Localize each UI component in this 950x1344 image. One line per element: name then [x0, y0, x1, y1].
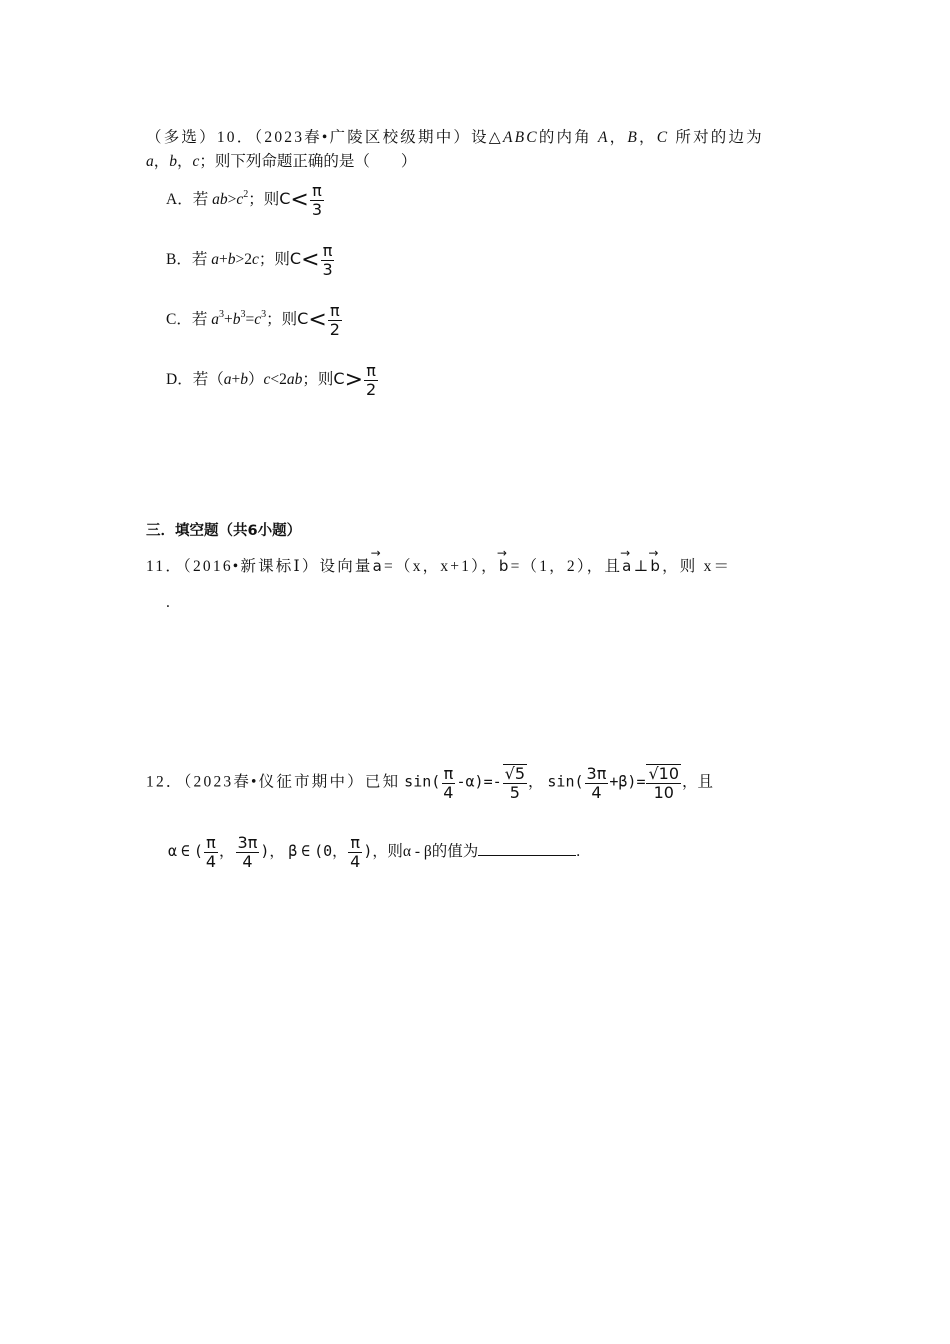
option-condition: a [211, 311, 219, 329]
option-condition: a [223, 371, 232, 389]
frac-num: 3π [586, 763, 607, 783]
comma: ， [528, 773, 544, 791]
option-then: ；则 [266, 311, 298, 329]
option-label: C． [166, 311, 192, 329]
fraction [321, 242, 335, 279]
frac-den: 5 [509, 783, 520, 802]
frac-num: π [350, 833, 361, 852]
side-b: b [169, 153, 178, 170]
frac-den: 2 [366, 380, 377, 399]
frac-den: 4 [242, 852, 253, 871]
q10-stem: 的内角 [538, 129, 592, 146]
q11-number: 11． [146, 558, 184, 575]
q11-eq1: =（x，x+1）， [384, 558, 499, 575]
var-B: B [627, 129, 640, 146]
alpha: α [168, 842, 178, 861]
q11-text: 设向量 [319, 558, 373, 575]
side-a: a [146, 153, 154, 170]
section-heading: 三．填空题（共6小题） [146, 523, 302, 539]
paren: )， [260, 842, 285, 861]
option-then: ；则 [302, 371, 334, 389]
eq-neg: =- [483, 772, 502, 791]
option-prefix: 若 [191, 311, 208, 329]
frac-den: 4 [205, 852, 217, 871]
frac-num: π [312, 181, 322, 200]
option-prefix: 若 [192, 191, 209, 209]
option-rel: < [290, 187, 309, 213]
q12-answer-blank[interactable] [478, 841, 576, 856]
frac-den: 4 [350, 852, 361, 871]
frac-den: 4 [591, 782, 602, 802]
frac-num: π [206, 833, 216, 852]
option-c[interactable]: C．若 $a^3+b^3=c^3$；则C< $\frac{\pi}{2}$ [166, 301, 340, 339]
frac-den: 3 [311, 200, 323, 219]
vector-a: → a [622, 550, 633, 576]
fraction [236, 834, 260, 871]
var-C: C [656, 129, 670, 146]
and-text: ，且 [682, 773, 714, 791]
sin-fn: sin [404, 772, 432, 791]
q10-line1: （多选）10．（2023春•广陵区校级期中）设△ABC的内角 A，B，C 所对的边为 [146, 129, 764, 146]
fraction [646, 764, 681, 802]
option-rel: < [308, 307, 327, 333]
q12-ask: 则α - β的值为 [387, 843, 479, 861]
side-c: c [192, 153, 200, 170]
option-var: C [279, 189, 291, 209]
option-then: ；则 [248, 191, 280, 209]
q11-eq2: =（1，2），且 [510, 558, 623, 575]
option-label: D． [166, 371, 193, 389]
option-a[interactable]: A．若 $ab>c^2$；则C< $\frac{\pi}{3}$ [166, 181, 323, 219]
q10-source: （2023春•广陵区校级期中） [254, 129, 472, 146]
beta: β [288, 842, 298, 861]
in-symbol: ∈ [180, 842, 190, 861]
frac-num: π [322, 241, 333, 260]
q10-stem: 设△ [471, 129, 503, 146]
minus-alpha: -α [456, 772, 475, 791]
q10-stem: 所对的边为 [675, 129, 764, 146]
frac-num: π [443, 763, 454, 783]
fraction [328, 302, 342, 339]
sin-fn: sin [547, 772, 575, 791]
q10-line2: a，b，c；则下列命题正确的是（ ） [146, 153, 417, 170]
q11-answer-blank[interactable] [166, 593, 170, 613]
fraction [348, 834, 362, 871]
eq: = [636, 772, 646, 791]
option-prefix: 若 [191, 251, 208, 269]
q12-known: 已知 [364, 773, 401, 791]
q10-prompt: ；则下列命题正确的是（ ） [199, 153, 417, 170]
frac-num: π [330, 301, 340, 320]
option-label: A． [166, 191, 193, 209]
frac-den: 2 [329, 320, 340, 339]
frac-num: π [366, 361, 376, 380]
option-rel: < [301, 247, 320, 273]
fraction [441, 765, 455, 802]
q12-line1: 12．（2023春•仪征市期中）已知 sin( $\frac{\pi}{4}$ -α)=- $\frac{√5}{5}$ ， sin( $\frac{3\pi}{4}$ +β)= $\frac{√10}{10}$ ，且 [146, 763, 714, 802]
option-d[interactable]: D．若（a+b）c<2ab；则C> $\frac{\pi}{2}$ [166, 361, 377, 399]
fraction [204, 834, 218, 871]
plus-beta: +β [609, 772, 628, 791]
var-A: A [598, 129, 610, 146]
q11-line1 [146, 550, 731, 577]
option-rel: > [344, 367, 364, 393]
q11-tail: ，则 x＝ [662, 558, 732, 575]
paren: )， [363, 842, 388, 861]
q10-triangle: ABC [502, 129, 539, 146]
period: . [576, 843, 581, 861]
option-prefix: 若 [192, 371, 209, 389]
q10-number: 10． [216, 129, 255, 146]
interval-start: (0， [314, 842, 348, 861]
vector-b: → b [499, 550, 511, 576]
perp-symbol: ⊥ [633, 558, 651, 575]
option-condition: a [211, 251, 219, 269]
option-label: B． [166, 251, 192, 269]
q10-tag: （多选） [146, 129, 217, 146]
vector-a: → a [373, 550, 384, 576]
fraction [310, 182, 324, 219]
q11-source: （2016•新课标Ⅰ） [183, 558, 320, 575]
comma: ， [219, 843, 235, 861]
blank-end: . [166, 594, 170, 611]
frac-den: 4 [443, 782, 454, 802]
option-then: ；则 [258, 251, 290, 269]
fraction [503, 764, 527, 802]
option-condition: ab [212, 191, 228, 209]
fraction [364, 362, 378, 399]
frac-num: √10 [648, 764, 680, 783]
frac-den: 3 [322, 260, 333, 279]
option-var: C [289, 249, 302, 269]
paren: ( [193, 842, 203, 861]
q12-number: 12． [146, 773, 184, 791]
frac-den: 10 [653, 783, 674, 802]
q12-line2 [168, 834, 580, 871]
option-var: C [297, 309, 309, 329]
option-b[interactable]: B．若 a+b>2c；则C< $\frac{\pi}{3}$ [166, 241, 333, 279]
q12-source: （2023春•仪征市期中） [183, 773, 365, 791]
fraction [585, 765, 609, 802]
frac-num: 3π [237, 833, 258, 852]
vector-b: → b [650, 550, 662, 576]
option-var: C [333, 369, 345, 389]
in-symbol: ∈ [301, 842, 311, 861]
frac-num: √5 [504, 764, 526, 783]
